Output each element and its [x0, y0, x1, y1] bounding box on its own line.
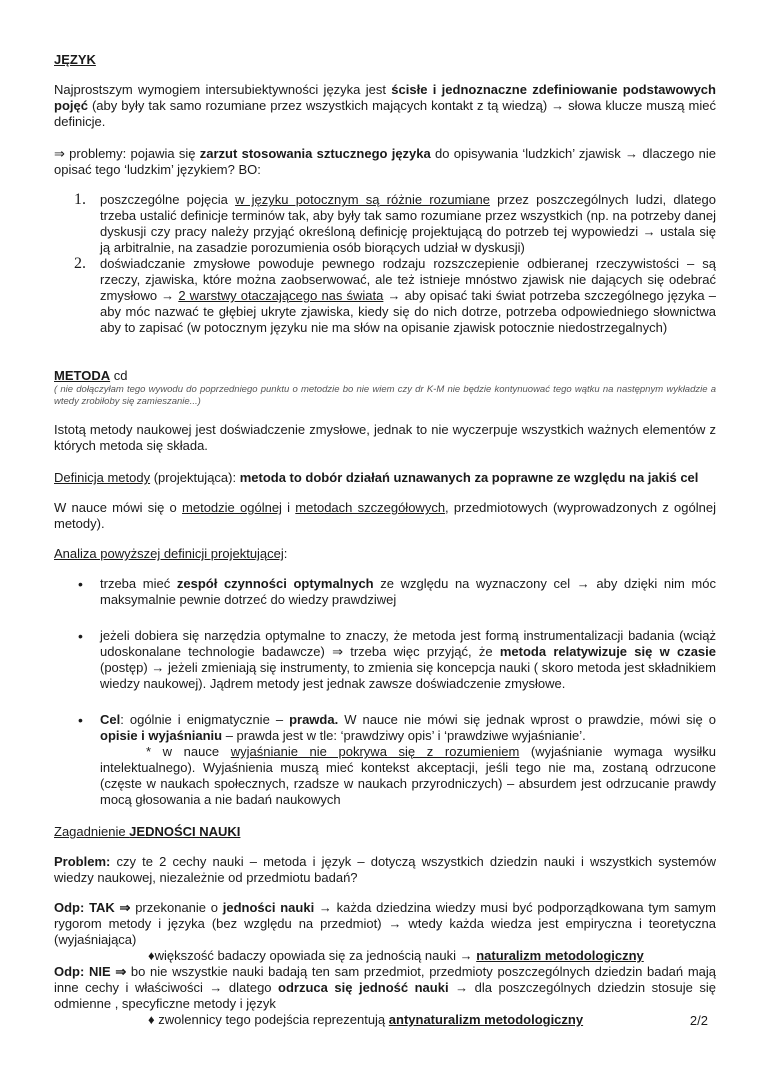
underlined-text: w języku potocznym są różnie rozumiane — [235, 192, 490, 207]
document-page — [54, 52, 716, 1028]
bold-text: antynaturalizm metodologiczny — [388, 1012, 584, 1027]
text-run: (projektująca): — [150, 470, 240, 485]
text-run: i — [281, 500, 296, 515]
metoda-w-nauce — [54, 500, 716, 532]
jezyk-item-1 — [54, 192, 716, 256]
bullet-marker: • — [78, 628, 83, 644]
text-run: ⇒ problemy: pojawia się — [54, 146, 200, 161]
bold-text: JEDNOŚCI NAUKI — [129, 824, 241, 839]
metoda-definicja — [54, 470, 716, 486]
text-run: każda dziedzina wiedzy musi być podporządkowana tym samym rygorom metody i języka (bez względu na przedmiot) → wtedy każda wiedza jest empiryczna i teoretyczna (wyjaśniająca) — [54, 900, 716, 947]
underlined-text: Zagadnienie — [54, 824, 130, 839]
jezyk-para-1 — [54, 82, 716, 130]
page-number: 2/2 — [689, 1013, 708, 1028]
text-run: ( nie dołączyłam tego wywodu do poprzedniego punktu o metodzie bo nie wiem czy dr K-M nie będzie kontynuować tego wątku na następnym wykładzie a wtedy zrobiłoby się zamieszanie...) — [54, 384, 716, 407]
text-run: doświadczanie zmysłowe powoduje pewnego rodzaju rozszczepienie odbieranej rzeczywistości – są rzeczy, zjawiska, które można zaobserwować, ale też istnieje mnóstwo zjawisk nie dających się odebrać zmysłowo → — [100, 256, 716, 303]
text-run: ♦ zwolennicy tego podejścia reprezentują — [148, 1012, 389, 1027]
text-run: (aby były tak samo rozumiane przez wszystkich mających kontakt z tą wiedzą) → słowa klucze muszą mieć definicje. — [54, 98, 716, 129]
text-run: poszczególne pojęcia — [100, 192, 236, 207]
text-run: (wyjaśnianie wymaga wysiłku intelektualnego). Wyjaśnienia muszą mieć kontekst akceptacji, jeśli tego nie ma, zostaną odrzucone (częste w naukach społecznych, rzadsze w naukach przyrodniczych) – absurdem jest odrzucanie prawdy mocą głosowania a nie badań naukowych — [100, 744, 716, 807]
underlined-text: metodach szczegółowych — [295, 500, 446, 515]
bold-text: METODA — [54, 368, 111, 383]
metoda-note — [54, 384, 716, 408]
metoda-analiza — [54, 546, 716, 562]
text-run: → aby opisać taki świat potrzeba szczególnego języka – aby móc nazwać te głębiej ukryte zjawiska, kiedy się do nich dotrze, potrzeba odpowiedniego słownictwa aby to zapisać (w potocznym języku nie ma słów na opisanie zjawisk potocznie niedostrzegalnych) — [100, 288, 717, 335]
text-run: przekonanie o — [130, 900, 223, 915]
jednosc-odp-tak — [54, 900, 716, 948]
metoda-bullet-3 — [54, 712, 716, 744]
jezyk-problems — [54, 146, 716, 178]
text-run: : — [283, 546, 288, 561]
bold-text: Odp: TAK ⇒ — [54, 900, 131, 915]
bold-text: zarzut stosowania sztucznego języka — [199, 146, 431, 161]
jednosc-problem — [54, 854, 716, 886]
text-run: – prawda jest w tle: ‘prawdziwy opis’ i ‘prawdziwe wyjaśnianie’. — [222, 728, 586, 743]
metoda-istota — [54, 422, 716, 454]
text-run: przez poszczególnych ludzi, dlatego trzeba ustalić definicje terminów tak, aby były tak samo rozumiane przez wszystkich (np. na potrzeby danej dyskusji czy pracy należy przyjąć określoną definicję projektującą do potrzeb tej wypowiedzi → ustala się ją arbitralnie, na zasadzie porozumienia osób biorących udział w dyskusji) — [100, 192, 716, 255]
bold-text: metoda to dobór działań uznawanych za poprawne ze względu na jakiś cel — [239, 470, 699, 485]
underlined-text: Analiza powyższej definicji projektującej — [54, 546, 284, 561]
jednosc-nie-conclusion — [54, 1012, 716, 1028]
text-run: trzeba mieć — [100, 576, 177, 591]
bold-text: zespół czynności optymalnych — [176, 576, 374, 591]
text-run: ♦większość badaczy opowiada się za jednością nauki → — [148, 948, 477, 963]
bold-text: naturalizm metodologiczny — [476, 948, 644, 963]
jezyk-heading — [54, 52, 716, 68]
text-run: ze względu na wyznaczony cel → aby dzięki nim móc maksymalnie pewnie dotrzeć do wiedzy prawdziwej — [100, 576, 716, 607]
jednosc-tak-conclusion — [54, 948, 716, 964]
metoda-heading — [54, 368, 716, 384]
list-number: 1. — [74, 191, 86, 208]
text-run: Najprostszym wymogiem intersubiektywności języka jest — [54, 82, 392, 97]
text-run: W nauce nie mówi się jednak wprost o prawdzie, mówi się o — [338, 712, 716, 727]
text-run: do opisywania ‘ludzkich’ zjawisk → dlaczego nie opisać tego ‘ludzkim’ językiem? BO: — [54, 146, 716, 177]
jezyk-item-2 — [54, 256, 716, 336]
text-run: Istotą metody naukowej jest doświadczenie zmysłowe, jednak to nie wyczerpuje wszystkich ważnych elementów z których metoda się składa. — [54, 422, 716, 453]
text-run: W nauce mówi się o — [54, 500, 183, 515]
text-run: jeżeli dobiera się narzędzia optymalne to znaczy, że metoda jest formą instrumentalizacji badania (wciąż udoskonalane technologie badawcze) ⇒ trzeba więc przyjąć, że — [100, 628, 716, 659]
bold-text: prawda. — [289, 712, 339, 727]
bold-text: JĘZYK — [54, 52, 96, 67]
underlined-text: wyjaśnianie nie pokrywa się z rozumieniem — [230, 744, 520, 759]
bold-text: odrzuca się jedność nauki — [278, 980, 449, 995]
bold-text: Odp: NIE ⇒ — [54, 964, 127, 979]
bold-text: Cel — [100, 712, 121, 727]
bullet-marker: • — [78, 576, 83, 592]
bullet-marker: • — [78, 712, 83, 728]
metoda-bullet-3-star — [54, 744, 716, 808]
metoda-bullet-1 — [54, 576, 716, 608]
text-run: (postęp) → jeżeli zmieniają się instrumenty, to zmienia się koncepcja nauki ( skoro metoda jest składnikiem wiedzy naukowej). Jądrem metody jest jednak zawsze doświadczenie zmysłowe. — [100, 660, 716, 691]
jednosc-heading — [54, 824, 716, 840]
metoda-bullet-2 — [54, 628, 716, 692]
text-run: bo nie wszystkie nauki badają ten sam przedmiot, przedmioty poszczególnych dziedzin badań mają inne cechy i właściwości → dlatego — [54, 964, 716, 995]
text-run: cd — [110, 368, 128, 383]
bold-text: ścisłe i jednoznaczne zdefiniowanie podstawowych pojęć — [54, 82, 716, 113]
jednosc-odp-nie — [54, 964, 716, 1012]
bold-text: opisie i wyjaśnianiu — [100, 728, 223, 743]
text-run: , przedmiotowych (wyprowadzonych z ogólnej metody). — [54, 500, 716, 531]
bold-text: Problem: — [54, 854, 111, 869]
underlined-text: 2 warstwy otaczającego nas świata — [178, 288, 384, 303]
bold-text: jedności nauki → — [222, 900, 332, 915]
text-run: → dla poszczególnych dziedzin stosuje się odmienne , specyficzne metody i język — [54, 980, 716, 1011]
underlined-text: metodzie ogólnej — [182, 500, 282, 515]
text-run: * w nauce — [146, 744, 231, 759]
underlined-text: Definicja metody — [54, 470, 151, 485]
text-run: : ogólnie i enigmatycznie – — [120, 712, 290, 727]
bold-text: metoda relatywizuje się w czasie — [499, 644, 716, 659]
text-run: czy te 2 cechy nauki – metoda i język – dotyczą wszystkich dziedzin nauki i wszystkich systemów wiedzy naukowej, niezależnie od przedmiotu badań? — [54, 854, 716, 885]
list-number: 2. — [74, 255, 86, 272]
